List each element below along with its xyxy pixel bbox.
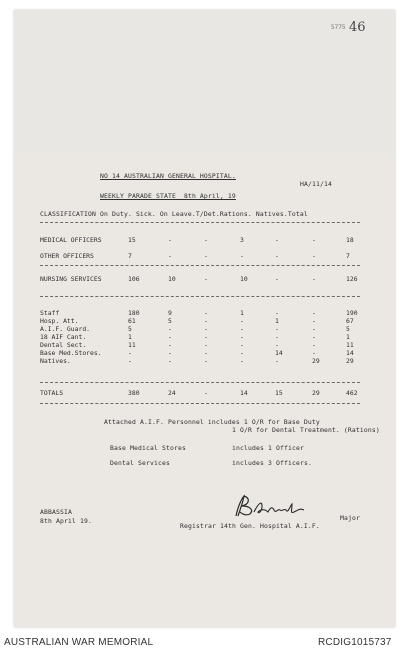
cell-natives: -	[312, 252, 316, 260]
cell-total: 190	[346, 309, 358, 317]
cell-sick: -	[168, 252, 172, 260]
cell-total: 5	[346, 325, 350, 333]
cell-on-duty: -	[128, 349, 132, 357]
cell-on-duty: 380	[128, 389, 140, 397]
signatory-rank: Major	[340, 514, 360, 522]
row-label: Dental Sect.	[40, 341, 87, 349]
note-base-medical-stores: Base Medical Stores	[110, 444, 186, 452]
handwritten-signature	[228, 492, 320, 522]
cell-rations: -	[275, 275, 279, 283]
cell-t-det: 1	[240, 309, 244, 317]
row-label: NURSING SERVICES	[40, 275, 102, 283]
cell-on-duty: 11	[128, 341, 136, 349]
cell-t-det: -	[240, 333, 244, 341]
cell-t-det: -	[240, 325, 244, 333]
document-reference: HA/11/14	[300, 180, 332, 188]
document-date: 8th April 19.	[40, 517, 92, 525]
cell-natives: -	[312, 275, 316, 283]
cell-sick: -	[168, 333, 172, 341]
cell-sick: 5	[168, 317, 172, 325]
cell-on-duty: 7	[128, 252, 132, 260]
cell-rations: 14	[275, 349, 283, 357]
cell-on-leave: -	[204, 317, 208, 325]
table-header: CLASSIFICATION On Duty. Sick. On Leave.T/Det.Rations. Natives.Total	[40, 210, 308, 218]
cell-on-leave: -	[204, 333, 208, 341]
row-label: Natives.	[40, 357, 71, 365]
row-label: OTHER OFFICERS	[40, 252, 94, 260]
cell-on-duty: 180	[128, 309, 140, 317]
cell-on-leave: -	[204, 275, 208, 283]
cell-rations: -	[275, 252, 279, 260]
cell-total: 11	[346, 341, 354, 349]
cell-sick: -	[168, 325, 172, 333]
cell-natives: -	[312, 341, 316, 349]
cell-t-det: -	[240, 357, 244, 365]
cell-rations: -	[275, 325, 279, 333]
divider	[40, 296, 360, 297]
cell-rations: -	[275, 236, 279, 244]
note-attached-personnel: Attached A.I.F. Personnel includes 1 O/R for Base Duty	[104, 418, 320, 426]
cell-on-leave: -	[204, 389, 208, 397]
cell-sick: -	[168, 341, 172, 349]
cell-sick: 10	[168, 275, 176, 283]
row-label: A.I.F. Guard.	[40, 325, 91, 333]
note-dental-services: Dental Services	[110, 459, 170, 467]
footer-record-id: RCDIG1015737	[318, 637, 392, 648]
cell-rations: 15	[275, 389, 283, 397]
cell-sick: 9	[168, 309, 172, 317]
cell-on-duty: -	[128, 357, 132, 365]
cell-natives: -	[312, 236, 316, 244]
cell-on-leave: -	[204, 325, 208, 333]
row-label: Base Med.Stores.	[40, 349, 102, 357]
divider	[40, 382, 360, 383]
cell-sick: -	[168, 236, 172, 244]
document-title: NO 14 AUSTRALIAN GENERAL HOSPITAL.	[100, 172, 236, 180]
signatory-title: Registrar 14th Gen. Hospital A.I.F.	[180, 522, 320, 530]
cell-t-det: -	[240, 252, 244, 260]
cell-on-leave: -	[204, 341, 208, 349]
note-dental-services-value: includes 3 Officers.	[232, 459, 312, 467]
cell-sick: -	[168, 357, 172, 365]
cell-on-duty: 15	[128, 236, 136, 244]
cell-on-leave: -	[204, 357, 208, 365]
cell-natives: -	[312, 309, 316, 317]
folio-number: 46	[349, 20, 366, 35]
backing-paper	[14, 10, 395, 153]
cell-on-leave: -	[204, 252, 208, 260]
cell-t-det: 10	[240, 275, 248, 283]
row-label: 18 AIF Cant.	[40, 333, 87, 341]
cell-t-det: -	[240, 341, 244, 349]
cell-natives: 29	[312, 357, 320, 365]
cell-rations: -	[275, 309, 279, 317]
cell-total: 126	[346, 275, 358, 283]
cell-on-leave: -	[204, 309, 208, 317]
cell-sick: -	[168, 349, 172, 357]
cell-on-duty: 1	[128, 333, 132, 341]
cell-total: 14	[346, 349, 354, 357]
cell-on-leave: -	[204, 349, 208, 357]
cell-natives: -	[312, 325, 316, 333]
cell-rations: -	[275, 341, 279, 349]
folio-small-number: 5775	[331, 24, 346, 31]
cell-rations: -	[275, 333, 279, 341]
cell-sick: 24	[168, 389, 176, 397]
cell-on-duty: 61	[128, 317, 136, 325]
row-label: MEDICAL OFFICERS	[40, 236, 102, 244]
document-subtitle: WEEKLY PARADE STATE 8th April, 19	[100, 192, 236, 200]
cell-t-det: 3	[240, 236, 244, 244]
divider	[40, 222, 360, 223]
cell-t-det: 14	[240, 389, 248, 397]
cell-natives: -	[312, 349, 316, 357]
cell-natives: 29	[312, 389, 320, 397]
cell-natives: -	[312, 333, 316, 341]
cell-rations: 1	[275, 317, 279, 325]
cell-on-duty: 106	[128, 275, 140, 283]
cell-on-leave: -	[204, 236, 208, 244]
divider	[40, 265, 360, 266]
totals-label: TOTALS	[40, 389, 64, 397]
cell-total: 67	[346, 317, 354, 325]
note-base-medical-stores-value: includes 1 Officer	[232, 444, 304, 452]
cell-rations: -	[275, 357, 279, 365]
cell-on-duty: 5	[128, 325, 132, 333]
cell-natives: -	[312, 317, 316, 325]
note-dental-treatment: 1 O/R for Dental Treatment. (Rations)	[232, 426, 380, 434]
row-label: Hosp. Att.	[40, 317, 79, 325]
row-label: Staff	[40, 309, 60, 317]
divider	[40, 403, 360, 404]
cell-total: 1	[346, 333, 350, 341]
cell-total: 29	[346, 357, 354, 365]
cell-t-det: -	[240, 349, 244, 357]
cell-total: 18	[346, 236, 354, 244]
cell-t-det: -	[240, 317, 244, 325]
place: ABBASSIA	[40, 508, 72, 516]
cell-total: 7	[346, 252, 350, 260]
footer-institution: AUSTRALIAN WAR MEMORIAL	[4, 637, 154, 648]
cell-total: 462	[346, 389, 358, 397]
